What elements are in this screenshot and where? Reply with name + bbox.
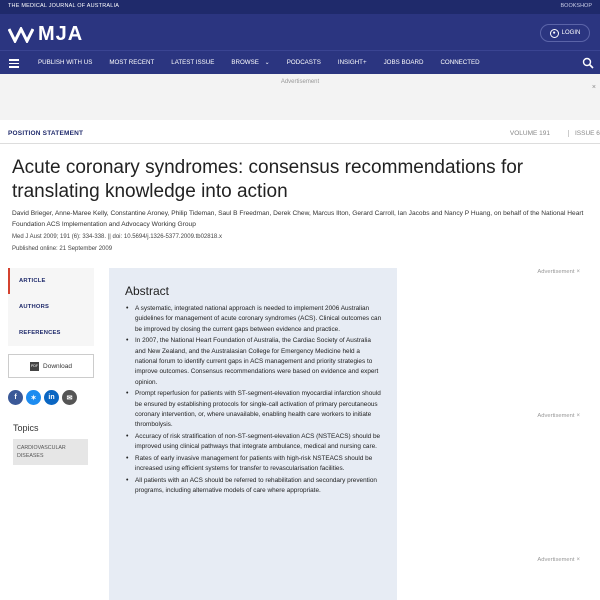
close-icon[interactable]: × [576,557,580,563]
top-utility-bar [0,0,600,14]
bookshop-link[interactable]: BOOKSHOP [560,3,592,9]
chevron-down-icon: ⌄ [264,59,270,66]
site-header [0,14,600,50]
nav-item-insight[interactable]: INSIGHT+ [337,59,367,66]
user-icon: ● [550,29,559,38]
right-ad-label [537,269,580,275]
search-icon[interactable] [582,57,594,69]
mja-chevron-logo-icon [8,27,34,43]
close-icon[interactable]: × [576,413,580,419]
topics-heading: Topics [13,423,39,433]
section-tab-references[interactable]: REFERENCES [19,330,61,336]
abstract-panel [109,268,397,600]
abstract-item: • Prompt reperfusion for patients with ST-segment-elevation myocardial infarction should be ensured by establishing protocols for single-call activation of primary percutaneous coronary intervention, or, where unavailable, enabling health care workers to initiate thrombolysis. [125,389,383,431]
abstract-item: • Rates of early invasive management for patients with high-risk NSTEACS should be increased using efficient systems for transfer to revascularisation facilities. [125,454,383,475]
close-icon[interactable]: × [591,84,596,91]
article-meta-bar [0,126,600,144]
nav-browse-label: BROWSE [231,59,259,66]
abstract-item: • Accuracy of risk stratification of non-ST-segment-elevation ACS (NSTEACS) should be improved using clinical pathways that integrate ambulance, medical and nursing care. [125,432,383,453]
download-button[interactable] [8,354,94,378]
hamburger-menu-icon[interactable] [9,59,19,67]
section-tab-authors[interactable]: AUTHORS [19,304,50,310]
article-type: POSITION STATEMENT [8,130,84,137]
bluesky-icon[interactable]: ✶ [26,390,41,405]
article-citation: Med J Aust 2009; 191 (6): 334-338. || doi: 10.5694/j.1326-5377.2009.tb02818.x [12,234,222,240]
share-buttons [8,390,77,405]
journal-name-link[interactable]: THE MEDICAL JOURNAL OF AUSTRALIA [8,3,120,9]
abstract-item: • In 2007, the National Heart Foundation of Australia, the Cardiac Society of Australia and New Zealand, and the Australasian College for Emergency Medicine held a national forum to identify current gaps in ACS management and priority strategies to improve outcomes. Consensus recommendations were based on evidence and expert opinion. [125,336,383,388]
pdf-icon: PDF [30,362,39,371]
right-ad-label [537,413,580,419]
login-label: LOGIN [561,30,581,36]
facebook-icon[interactable]: f [8,390,23,405]
download-label: Download [43,362,72,370]
ad-banner [0,74,600,120]
nav-item-browse[interactable] [231,59,269,66]
main-nav [0,50,600,74]
nav-item-publish[interactable]: PUBLISH WITH US [38,59,93,66]
abstract-heading: Abstract [125,284,170,298]
topic-tag-cardiovascular[interactable]: CARDIOVASCULAR DISEASES [13,439,88,465]
published-date: Published online: 21 September 2009 [12,246,113,252]
article-title: Acute coronary syndromes: consensus recommendations for translating knowledge into action [12,157,524,202]
right-ad-label [537,557,580,563]
nav-item-latest-issue[interactable]: LATEST ISSUE [171,59,215,66]
nav-item-jobs-board[interactable]: JOBS BOARD [383,59,424,66]
abstract-list [125,304,383,496]
right-ad-text: Advertisement [537,269,575,275]
close-icon[interactable]: × [576,269,580,275]
right-ad-text: Advertisement [537,413,575,419]
abstract-item: • A systematic, integrated national approach is needed to implement 2006 Australian guidelines for management of acute coronary syndromes (ACS). Clinical outcomes can be improved by closing the current gaps between evidence and practice. [125,304,383,335]
email-icon[interactable]: ✉ [62,390,77,405]
login-button[interactable] [540,24,590,42]
right-ad-text: Advertisement [537,557,575,563]
issue-link[interactable]: ISSUE 6 [568,130,600,137]
nav-item-connected[interactable]: CONNECTED [440,59,480,66]
linkedin-icon[interactable]: in [44,390,59,405]
nav-item-podcasts[interactable]: PODCASTS [286,59,321,66]
mja-logo[interactable] [8,23,83,46]
nav-item-most-recent[interactable]: MOST RECENT [109,59,155,66]
section-tab-article[interactable]: ARTICLE [8,268,94,294]
abstract-item: • All patients with an ACS should be referred to rehabilitation and secondary prevention programs, including alternative models of care where appropriate. [125,476,383,497]
article-section-nav [8,268,94,346]
article-authors: David Brieger, Anne-Maree Kelly, Constantine Aroney, Philip Tideman, Saul B Freedman, Derek Chew, Marcus Ilton, Gerard Carroll, Ian Jacobs and Nancy P Huang, on behalf of the National Heart Foundation ACS Implementation and Advocacy Working Group [12,210,584,228]
ad-label: Advertisement [280,79,320,85]
volume-link[interactable]: VOLUME 191 [509,130,550,137]
logo-text: MJA [38,23,84,45]
